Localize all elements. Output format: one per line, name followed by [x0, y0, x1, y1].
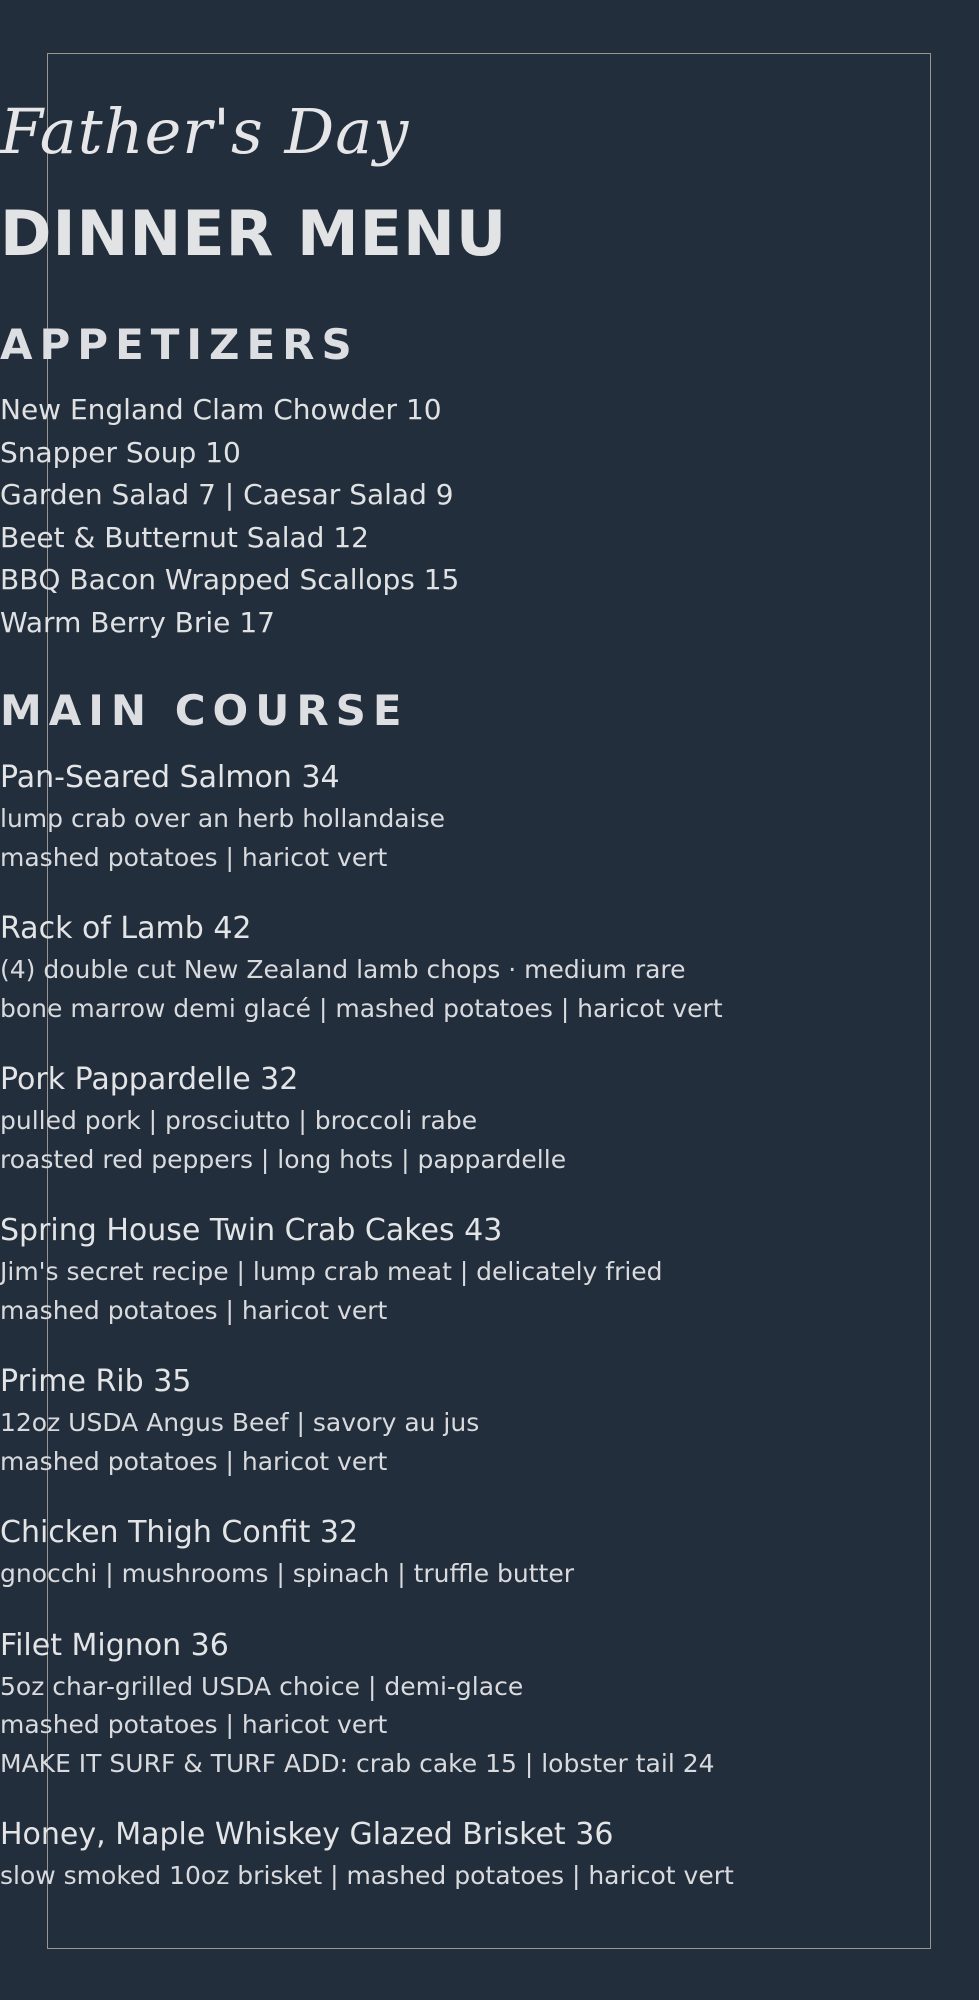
dish-description: (4) double cut New Zealand lamb chops · medium rare: [0, 955, 686, 984]
dish-description: roasted red peppers | long hots | pappardelle: [0, 1144, 567, 1174]
appetizer-item: Snapper Soup 10: [0, 435, 241, 469]
dish-name: Prime Rib 35: [0, 1364, 192, 1399]
appetizer-item: Warm Berry Brie 17: [0, 605, 275, 639]
dish-description: mashed potatoes | haricot vert: [0, 1446, 388, 1476]
dish-prime-rib: [0, 1360, 979, 1481]
appetizer-item: New England Clam Chowder 10: [0, 393, 442, 426]
dish-name: Spring House Twin Crab Cakes 43: [0, 1213, 503, 1248]
main-course-list: [0, 756, 979, 1926]
dish-pan-seared-salmon: [0, 756, 979, 877]
dish-description: 12oz USDA Angus Beef | savory au jus: [0, 1408, 480, 1437]
dish-description: mashed potatoes | haricot vert: [0, 1710, 388, 1739]
dish-name: Rack of Lamb 42: [0, 911, 252, 946]
dish-description: slow smoked 10oz brisket | mashed potatoes | haricot vert: [0, 1861, 734, 1890]
appetizer-item: BBQ Bacon Wrapped Scallops 15: [0, 563, 460, 596]
dish-rack-of-lamb: [0, 907, 979, 1028]
dish-description: 5oz char-grilled USDA choice | demi-glace: [0, 1671, 524, 1701]
dish-description: MAKE IT SURF & TURF ADD: crab cake 15 | lobster tail 24: [0, 1748, 715, 1778]
dish-description: mashed potatoes | haricot vert: [0, 842, 388, 872]
appetizers-heading: APPETIZERS: [0, 320, 359, 369]
dish-name: Honey, Maple Whiskey Glazed Brisket 36: [0, 1817, 614, 1852]
menu-script-title: Father's Day: [0, 95, 410, 168]
dish-description: pulled pork | prosciutto | broccoli rabe: [0, 1106, 478, 1135]
dish-name: Chicken Thigh Confit 32: [0, 1515, 359, 1550]
dish-glazed-brisket: [0, 1813, 979, 1896]
dish-description: mashed potatoes | haricot vert: [0, 1295, 388, 1325]
dish-name: Pork Pappardelle 32: [0, 1062, 299, 1097]
dish-name: Filet Mignon 36: [0, 1627, 229, 1663]
appetizers-list: [0, 389, 979, 644]
dish-twin-crab-cakes: [0, 1209, 979, 1330]
dish-filet-mignon: [0, 1624, 979, 1784]
menu-main-title: DINNER MENU: [0, 197, 508, 270]
appetizer-item: Garden Salad 7 | Caesar Salad 9: [0, 478, 454, 511]
dish-description: bone marrow demi glacé | mashed potatoes | haricot vert: [0, 993, 723, 1023]
dish-name: Pan-Seared Salmon 34: [0, 760, 340, 795]
main-course-heading: MAIN COURSE: [0, 686, 409, 735]
dish-description: gnocchi | mushrooms | spinach | truffle butter: [0, 1559, 574, 1588]
dish-pork-pappardelle: [0, 1058, 979, 1179]
dish-chicken-thigh-confit: [0, 1511, 979, 1594]
dish-description: lump crab over an herb hollandaise: [0, 804, 445, 833]
dish-description: Jim's secret recipe | lump crab meat | delicately fried: [0, 1257, 663, 1286]
appetizer-item: Beet & Butternut Salad 12: [0, 520, 369, 554]
